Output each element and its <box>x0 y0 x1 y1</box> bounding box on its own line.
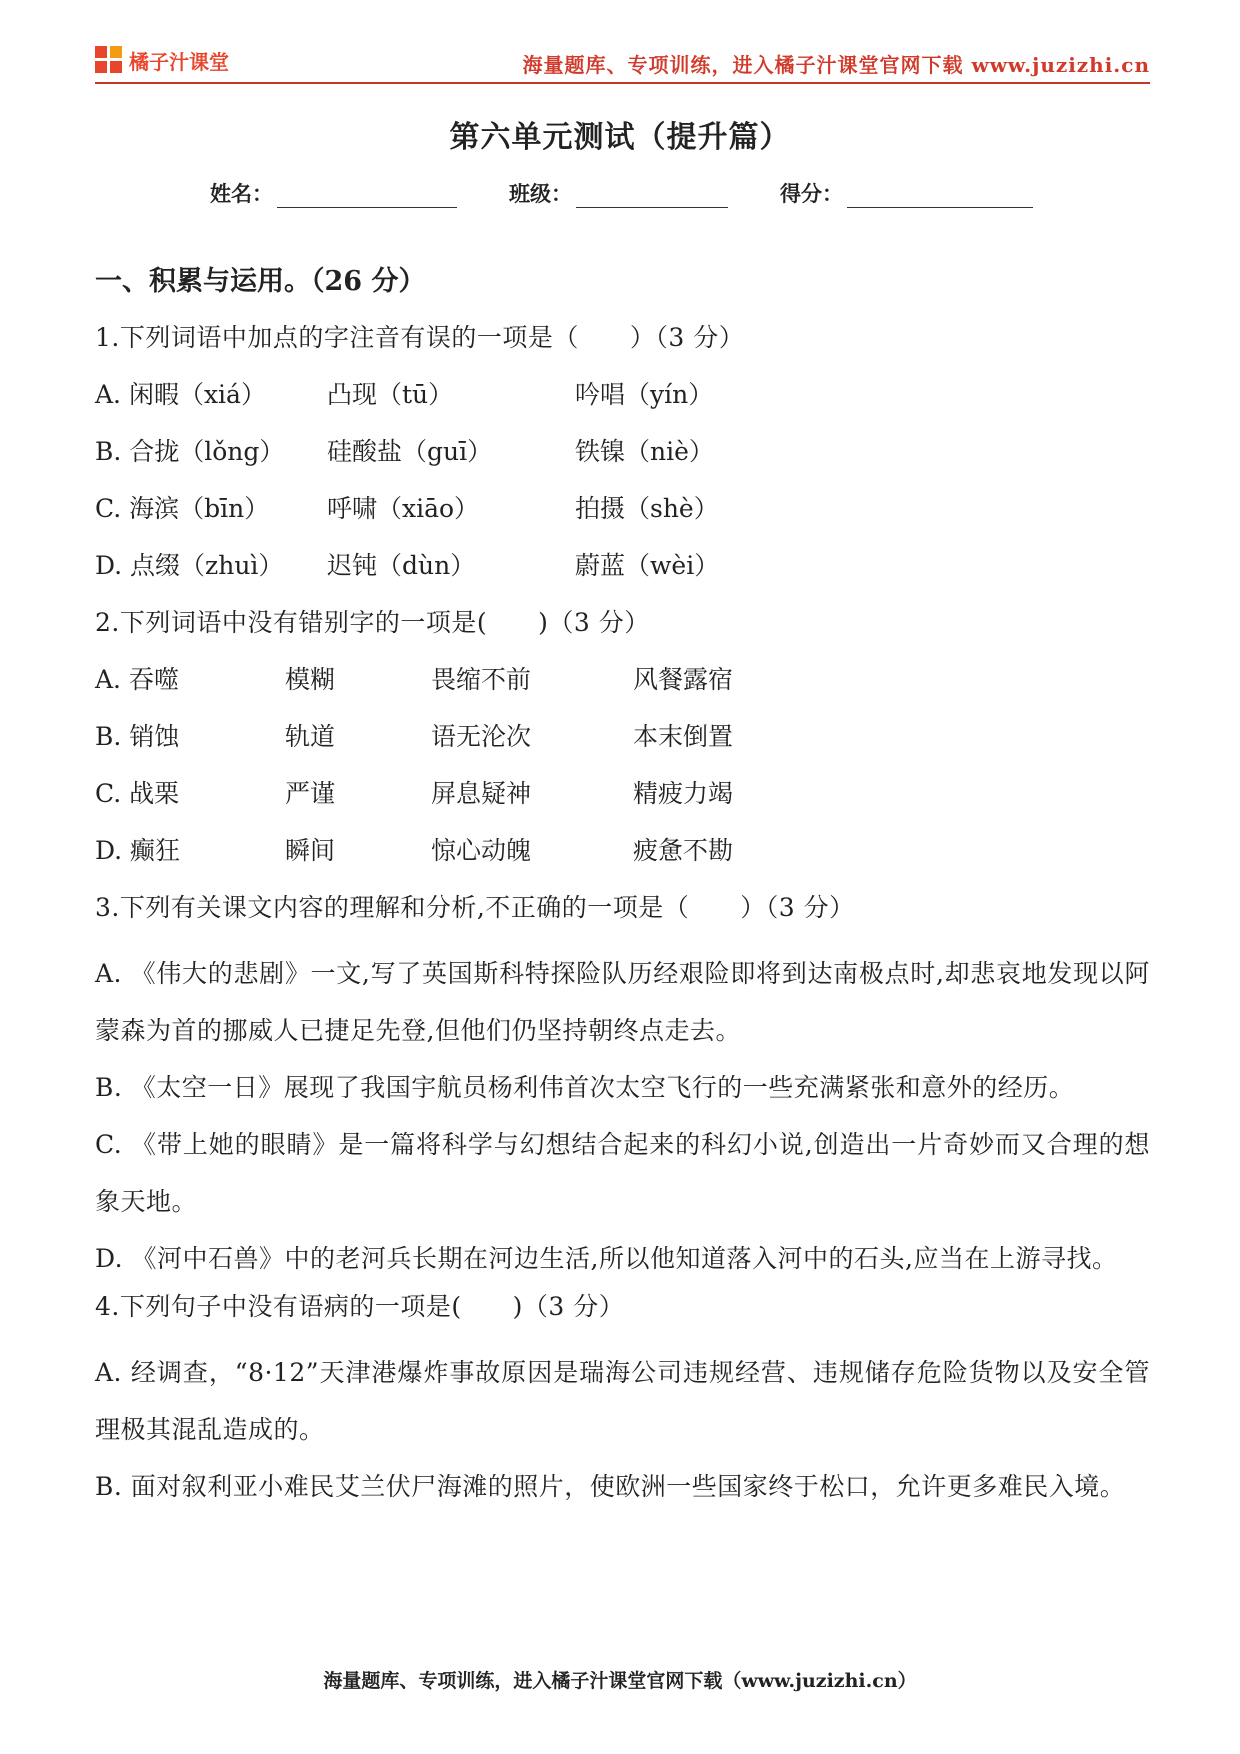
score-label: 得分： <box>780 181 843 206</box>
question-4-stem: 4.下列句子中没有语病的一项是( )（3 分） <box>95 1292 625 1321</box>
option-item: 铁镍（niè） <box>575 437 714 466</box>
q1-option-c <box>95 489 1150 546</box>
option-item: 畏缩不前 <box>431 665 532 694</box>
q3-option-b: B. 《太空一日》展现了我国宇航员杨利伟首次太空飞行的一些充满紧张和意外的经历。 <box>95 1073 1075 1102</box>
option-item: 惊心动魄 <box>431 836 532 865</box>
question-1-stem: 1.下列词语中加点的字注音有误的一项是（ ）（3 分） <box>95 323 745 352</box>
option-item: 蔚蓝（wèi） <box>575 551 720 580</box>
name-label: 姓名： <box>210 181 273 206</box>
page-header <box>95 40 1150 84</box>
option-item: 吟唱（yín） <box>575 380 714 409</box>
option-item: 严谨 <box>285 779 336 808</box>
q2-option-a <box>95 660 1150 717</box>
option-item: C. 战栗 <box>95 779 180 808</box>
option-item: B. 合拢（lǒng） <box>95 437 285 466</box>
option-item: 疲惫不勘 <box>633 836 734 865</box>
option-item: A. 吞噬 <box>95 665 179 694</box>
q4-option-a: A. 经调查，“8·12”天津港爆炸事故原因是瑞海公司违规经营、违规储存危险货物以及安全管理极其混乱造成的。 <box>95 1358 1150 1444</box>
option-item: 语无沦次 <box>431 722 532 751</box>
class-label: 班级： <box>509 181 572 206</box>
option-item: D. 点缀（zhuì） <box>95 551 284 580</box>
question-2-stem: 2.下列词语中没有错别字的一项是( )（3 分） <box>95 608 650 637</box>
q3-option-a: A. 《伟大的悲剧》一文,写了英国斯科特探险队历经艰险即将到达南极点时,却悲哀地发现以阿蒙森为首的挪威人已捷足先登,但他们仍坚持朝终点走去。 <box>95 959 1150 1045</box>
name-field <box>210 178 457 208</box>
score-field <box>780 178 1033 208</box>
option-item: 呼啸（xiāo） <box>327 494 480 523</box>
option-item: 轨道 <box>285 722 336 751</box>
page-footer: 海量题库、专项训练，进入橘子汁课堂官网下载（www.juzizhi.cn） <box>323 1670 917 1692</box>
option-item: 硅酸盐（guī） <box>327 437 493 466</box>
page-title: 第六单元测试（提升篇） <box>449 120 791 155</box>
q2-option-d <box>95 831 1150 888</box>
option-item: 迟钝（dùn） <box>327 551 476 580</box>
header-slogan: 海量题库、专项训练，进入橘子汁课堂官网下载 www.juzizhi.cn <box>522 53 1150 77</box>
name-blank <box>277 187 457 208</box>
option-item: 风餐露宿 <box>633 665 734 694</box>
option-item: 屏息疑神 <box>431 779 532 808</box>
q1-option-a <box>95 375 1150 432</box>
option-item: 瞬间 <box>285 836 336 865</box>
question-3-stem: 3.下列有关课文内容的理解和分析,不正确的一项是（ ）（3 分） <box>95 893 855 922</box>
q1-option-b <box>95 432 1150 489</box>
class-field <box>509 178 728 208</box>
option-item: 凸现（tū） <box>327 380 454 409</box>
option-item: B. 销蚀 <box>95 722 180 751</box>
option-item: 精疲力竭 <box>633 779 734 808</box>
option-item: C. 海滨（bīn） <box>95 494 270 523</box>
option-item: 模糊 <box>285 665 336 694</box>
q1-option-d <box>95 546 1150 603</box>
score-blank <box>847 187 1033 208</box>
brand-logo <box>95 45 229 75</box>
q2-option-c <box>95 774 1150 831</box>
section-heading: 一、积累与运用。（26 分） <box>95 266 426 297</box>
logo-icon <box>95 46 123 74</box>
q4-option-b: B. 面对叙利亚小难民艾兰伏尸海滩的照片，使欧洲一些国家终于松口，允许更多难民入境。 <box>95 1472 1126 1501</box>
class-blank <box>576 187 728 208</box>
option-item: 拍摄（shè） <box>575 494 719 523</box>
option-item: 本末倒置 <box>633 722 734 751</box>
exam-content <box>95 262 1150 1515</box>
q3-option-d: D. 《河中石兽》中的老河兵长期在河边生活,所以他知道落入河中的石头,应当在上游寻找。 <box>95 1244 1118 1273</box>
student-info-row <box>210 178 1085 208</box>
q2-option-b <box>95 717 1150 774</box>
q3-option-c: C. 《带上她的眼睛》是一篇将科学与幻想结合起来的科幻小说,创造出一片奇妙而又合理的想象天地。 <box>95 1130 1150 1216</box>
option-item: D. 癫狂 <box>95 836 181 865</box>
option-item: A. 闲暇（xiá） <box>95 380 266 409</box>
logo-text: 橘子汁课堂 <box>129 49 229 74</box>
